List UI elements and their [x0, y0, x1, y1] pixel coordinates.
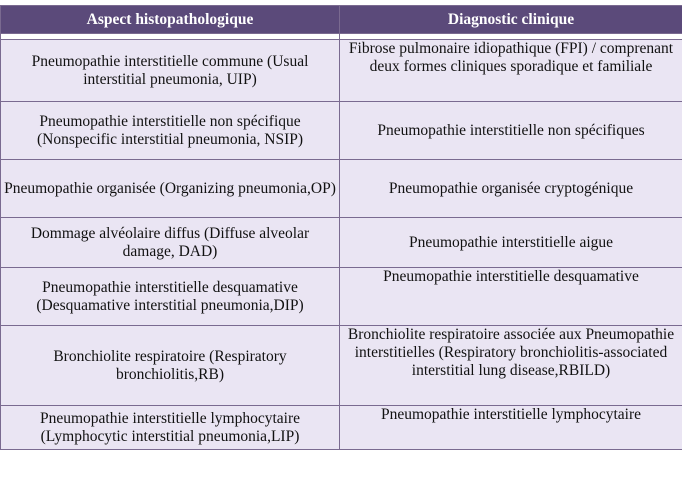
header-aspect: Aspect histopathologique	[1, 6, 340, 34]
cell-diagnostic: Pneumopathie interstitielle lymphocytaire	[340, 406, 682, 450]
table-row	[1, 268, 682, 326]
cell-diagnostic: Bronchiolite respiratoire associée aux Pneumopathie interstitielles (Respiratory bronchiolitis-associated interstitial lung disease,RBILD)	[340, 326, 682, 406]
cell-aspect: Pneumopathie interstitielle lymphocytaire (Lymphocytic interstitial pneumonia,LIP)	[1, 406, 340, 450]
cell-aspect: Pneumopathie interstitielle non spécifique (Nonspecific interstitial pneumonia, NSIP)	[1, 102, 340, 160]
cell-diagnostic: Pneumopathie interstitielle non spécifiques	[340, 102, 682, 160]
cell-aspect: Dommage alvéolaire diffus (Diffuse alveolar damage, DAD)	[1, 218, 340, 268]
table-row	[1, 406, 682, 450]
cell-diagnostic: Pneumopathie interstitielle desquamative	[340, 268, 682, 326]
cell-aspect: Pneumopathie organisée (Organizing pneumonia,OP)	[1, 160, 340, 218]
cell-diagnostic: Fibrose pulmonaire idiopathique (FPI) / comprenant deux formes cliniques sporadique et familiale	[340, 40, 682, 102]
table-row	[1, 102, 682, 160]
table-row	[1, 218, 682, 268]
table-row	[1, 326, 682, 406]
cell-diagnostic: Pneumopathie interstitielle aigue	[340, 218, 682, 268]
cell-aspect: Pneumopathie interstitielle desquamative (Desquamative interstitial pneumonia,DIP)	[1, 268, 340, 326]
table-row	[1, 160, 682, 218]
table-header-row	[1, 6, 682, 34]
cell-diagnostic: Pneumopathie organisée cryptogénique	[340, 160, 682, 218]
cell-aspect: Bronchiolite respiratoire (Respiratory bronchiolitis,RB)	[1, 326, 340, 406]
header-diagnostic: Diagnostic clinique	[340, 6, 682, 34]
cell-aspect: Pneumopathie interstitielle commune (Usual interstitial pneumonia, UIP)	[1, 40, 340, 102]
classification-table	[0, 5, 682, 450]
table-row	[1, 40, 682, 102]
